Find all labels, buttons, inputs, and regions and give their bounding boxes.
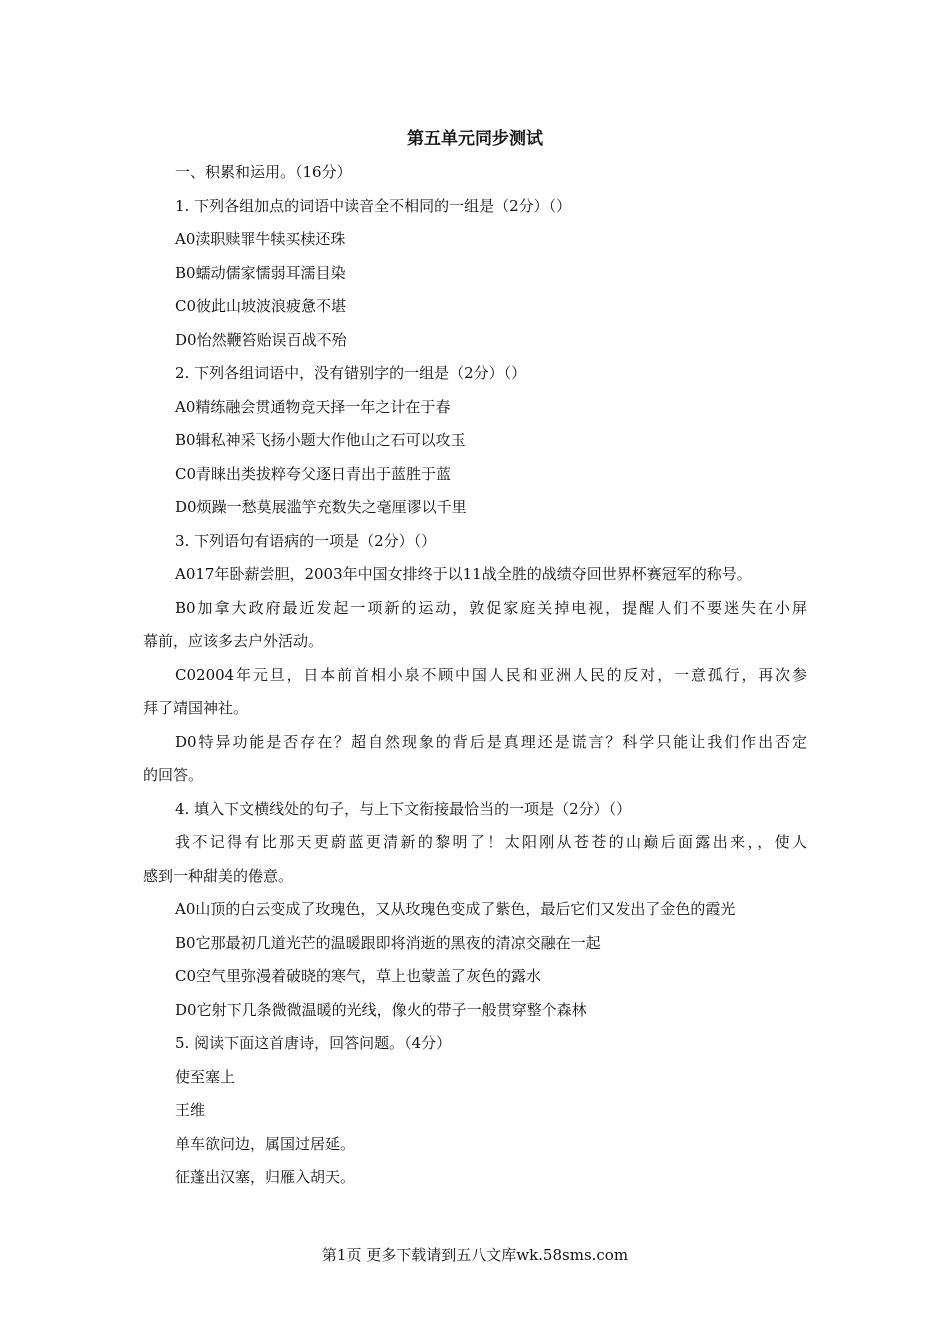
text-line: D0特异功能是否存在？超自然现象的背后是真理还是谎言？科学只能让我们作出否定: [175, 732, 807, 751]
text-line: 的回答。: [143, 766, 204, 784]
text-line: D0它射下几条微微温暖的光线，像火的带子一般贯穿整个森林: [175, 1000, 587, 1019]
text-line: 我不记得有比那天更蔚蓝更清新的黎明了！太阳刚从苍苍的山巅后面露出来，，使人: [175, 833, 807, 851]
text-line: 感到一种甜美的倦意。: [143, 866, 294, 885]
text-line: B0加拿大政府最近发起一项新的运动，敦促家庭关掉电视，提醒人们不要迷失在小屏: [175, 598, 807, 617]
text-line: 1. 下列各组加点的词语中读音全不相同的一组是（2分）（）: [175, 196, 572, 215]
text-line: A0精练融会贯通物竞天择一年之计在于春: [175, 397, 451, 416]
text-line: 王维: [175, 1101, 206, 1119]
page-footer: 第1页 更多下载请到五八文库wk.58sms.com: [321, 1246, 629, 1264]
text-line: B0蠕动儒家懦弱耳濡目染: [175, 263, 346, 282]
text-line: A0山顶的白云变成了玫瑰色，又从玫瑰色变成了紫色，最后它们又发出了金色的霞光: [175, 900, 736, 918]
text-line: 4. 填入下文横线处的句子，与上下文衔接最恰当的一项是（2分）（）: [175, 799, 632, 818]
text-line: C0空气里弥漫着破晓的寒气，草上也蒙盖了灰色的露水: [175, 967, 542, 985]
text-line: 3. 下列语句有语病的一项是（2分）（）: [175, 531, 437, 550]
text-line: C0青睐出类拔粹夸父逐日青出于蓝胜于蓝: [175, 464, 452, 483]
document-body: [143, 156, 807, 1195]
text-line: A017年卧薪尝胆，2003年中国女排终于以11战全胜的战绩夺回世界杯赛冠军的称号。: [175, 565, 752, 583]
text-line: D0烦躁一愁莫展滥竽充数失之毫厘谬以千里: [175, 498, 467, 516]
text-line: B0它那最初几道光芒的温暖跟即将消逝的黑夜的清凉交融在一起: [175, 933, 601, 952]
text-line: 单车欲问边，属国过居延。: [175, 1134, 356, 1153]
text-line: B0辑私神采飞扬小题大作他山之石可以攻玉: [175, 431, 466, 449]
text-line: 5. 阅读下面这首唐诗，回答问题。（4分）: [175, 1034, 452, 1052]
page-title: 第五单元同步测试: [407, 129, 543, 149]
text-line: C02004年元旦，日本前首相小泉不顾中国人民和亚洲人民的反对，一意孤行，再次参: [175, 665, 807, 684]
text-line: C0彼此山坡波浪疲惫不堪: [175, 297, 347, 315]
text-line: 使至塞上: [175, 1067, 236, 1086]
text-line: 2. 下列各组词语中，没有错别字的一组是（2分）（）: [175, 364, 527, 382]
text-line: 一、积累和运用。（16分）: [175, 163, 352, 181]
text-line: D0怡然鞭笞贻误百战不殆: [175, 330, 347, 349]
text-line: 幕前，应该多去户外活动。: [143, 632, 324, 650]
text-line: 征蓬出汉塞，归雁入胡天。: [175, 1168, 356, 1186]
text-line: A0渎职赎罪牛犊买椟还珠: [175, 230, 346, 248]
text-line: 拜了靖国神社。: [143, 699, 249, 717]
